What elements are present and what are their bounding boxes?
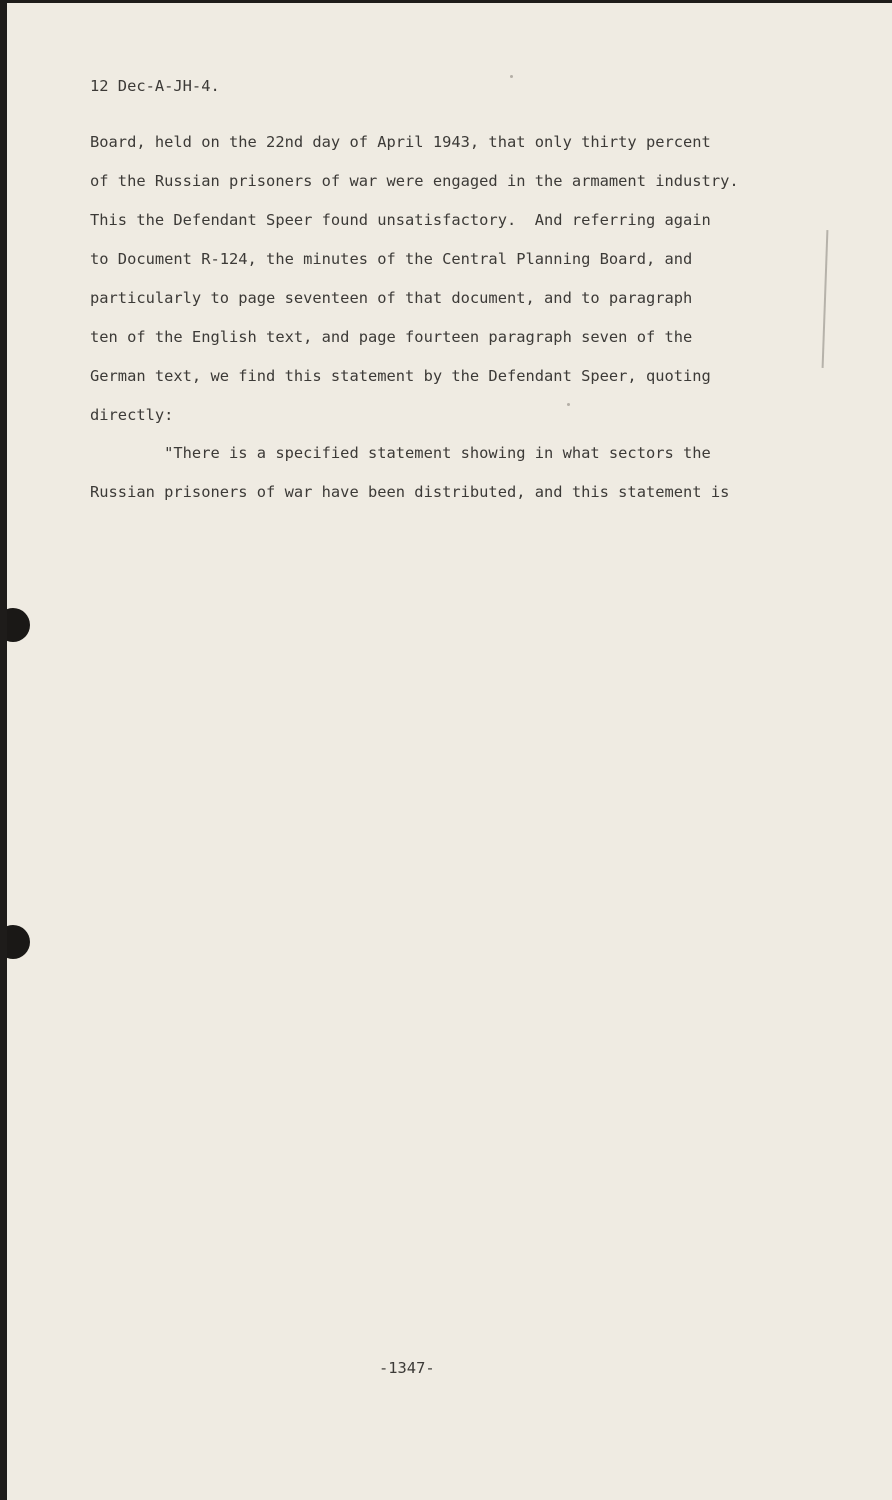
body-line: particularly to page seventeen of that document, and to paragraph: [90, 289, 693, 307]
body-line: directly:: [90, 406, 174, 424]
page-number: -1347-: [379, 1359, 435, 1377]
body-line: of the Russian prisoners of war were engaged in the armament industry.: [90, 172, 739, 190]
body-line: This the Defendant Speer found unsatisfactory. And referring again: [90, 211, 711, 229]
document-reference-header: 12 Dec-A-JH-4.: [90, 77, 220, 95]
document-page: [7, 3, 892, 1500]
quotation-line: Russian prisoners of war have been distributed, and this statement is: [90, 483, 730, 501]
body-line: to Document R-124, the minutes of the Central Planning Board, and: [90, 250, 693, 268]
paper-speck: [510, 75, 513, 78]
punch-hole-lower: [7, 925, 30, 959]
body-line: Board, held on the 22nd day of April 1943, that only thirty percent: [90, 133, 711, 151]
punch-hole-upper: [7, 608, 30, 642]
body-line: ten of the English text, and page fourteen paragraph seven of the: [90, 328, 693, 346]
margin-pencil-mark: [822, 230, 829, 368]
quotation-line: "There is a specified statement showing in what sectors the: [90, 444, 711, 462]
body-line: German text, we find this statement by the Defendant Speer, quoting: [90, 367, 711, 385]
paper-speck: [567, 403, 570, 406]
